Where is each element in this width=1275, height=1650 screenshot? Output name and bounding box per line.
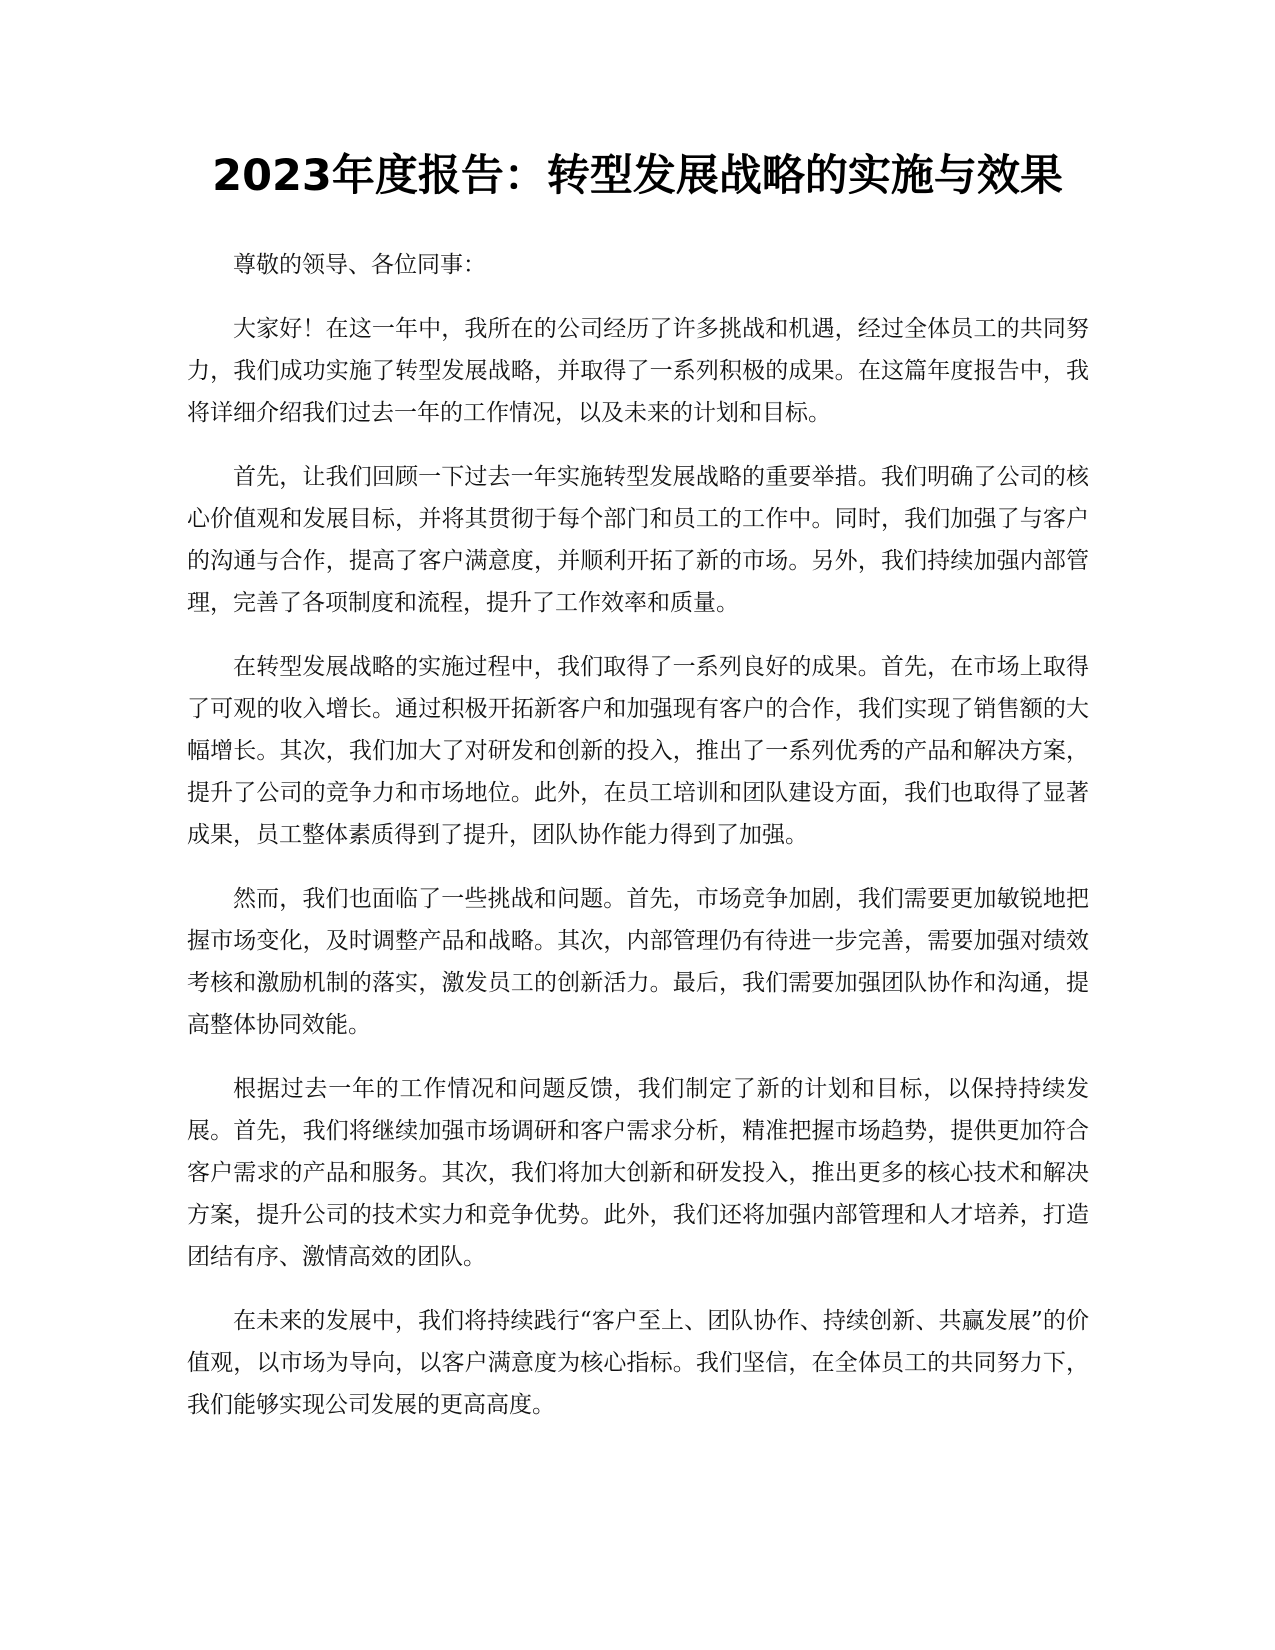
document-body [187,244,1089,1448]
paragraph-1: 大家好！在这一年中，我所在的公司经历了许多挑战和机遇，经过全体员工的共同努力，我们成功实施了转型发展战略，并取得了一系列积极的成果。在这篇年度报告中，我将详细介绍我们过去一年的工作情况，以及未来的计划和目标。 [187,316,1089,426]
paragraph-2: 首先，让我们回顾一下过去一年实施转型发展战略的重要举措。我们明确了公司的核心价值观和发展目标，并将其贯彻于每个部门和员工的工作中。同时，我们加强了与客户的沟通与合作，提高了客户满意度，并顺利开拓了新的市场。另外，我们持续加强内部管理，完善了各项制度和流程，提升了工作效率和质量。 [187,464,1089,616]
greeting-line: 尊敬的领导、各位同事： [233,252,486,278]
paragraph-6: 在未来的发展中，我们将持续践行“客户至上、团队协作、持续创新、共赢发展”的价值观，以市场为导向，以客户满意度为核心指标。我们坚信，在全体员工的共同努力下，我们能够实现公司发展的更高高度。 [187,1308,1089,1418]
paragraph-4: 然而，我们也面临了一些挑战和问题。首先，市场竞争加剧，我们需要更加敏锐地把握市场变化，及时调整产品和战略。其次，内部管理仍有待进一步完善，需要加强对绩效考核和激励机制的落实，激发员工的创新活力。最后，我们需要加强团队协作和沟通，提高整体协同效能。 [187,886,1089,1038]
document-title: 2023年度报告：转型发展战略的实施与效果 [212,151,1063,201]
paragraph-3: 在转型发展战略的实施过程中，我们取得了一系列良好的成果。首先，在市场上取得了可观的收入增长。通过积极开拓新客户和加强现有客户的合作，我们实现了销售额的大幅增长。其次，我们加大了对研发和创新的投入，推出了一系列优秀的产品和解决方案，提升了公司的竞争力和市场地位。此外，在员工培训和团队建设方面，我们也取得了显著成果，员工整体素质得到了提升，团队协作能力得到了加强。 [187,654,1089,848]
paragraph-5: 根据过去一年的工作情况和问题反馈，我们制定了新的计划和目标，以保持持续发展。首先，我们将继续加强市场调研和客户需求分析，精准把握市场趋势，提供更加符合客户需求的产品和服务。其次，我们将加大创新和研发投入，推出更多的核心技术和解决方案，提升公司的技术实力和竞争优势。此外，我们还将加强内部管理和人才培养，打造团结有序、激情高效的团队。 [187,1076,1089,1270]
